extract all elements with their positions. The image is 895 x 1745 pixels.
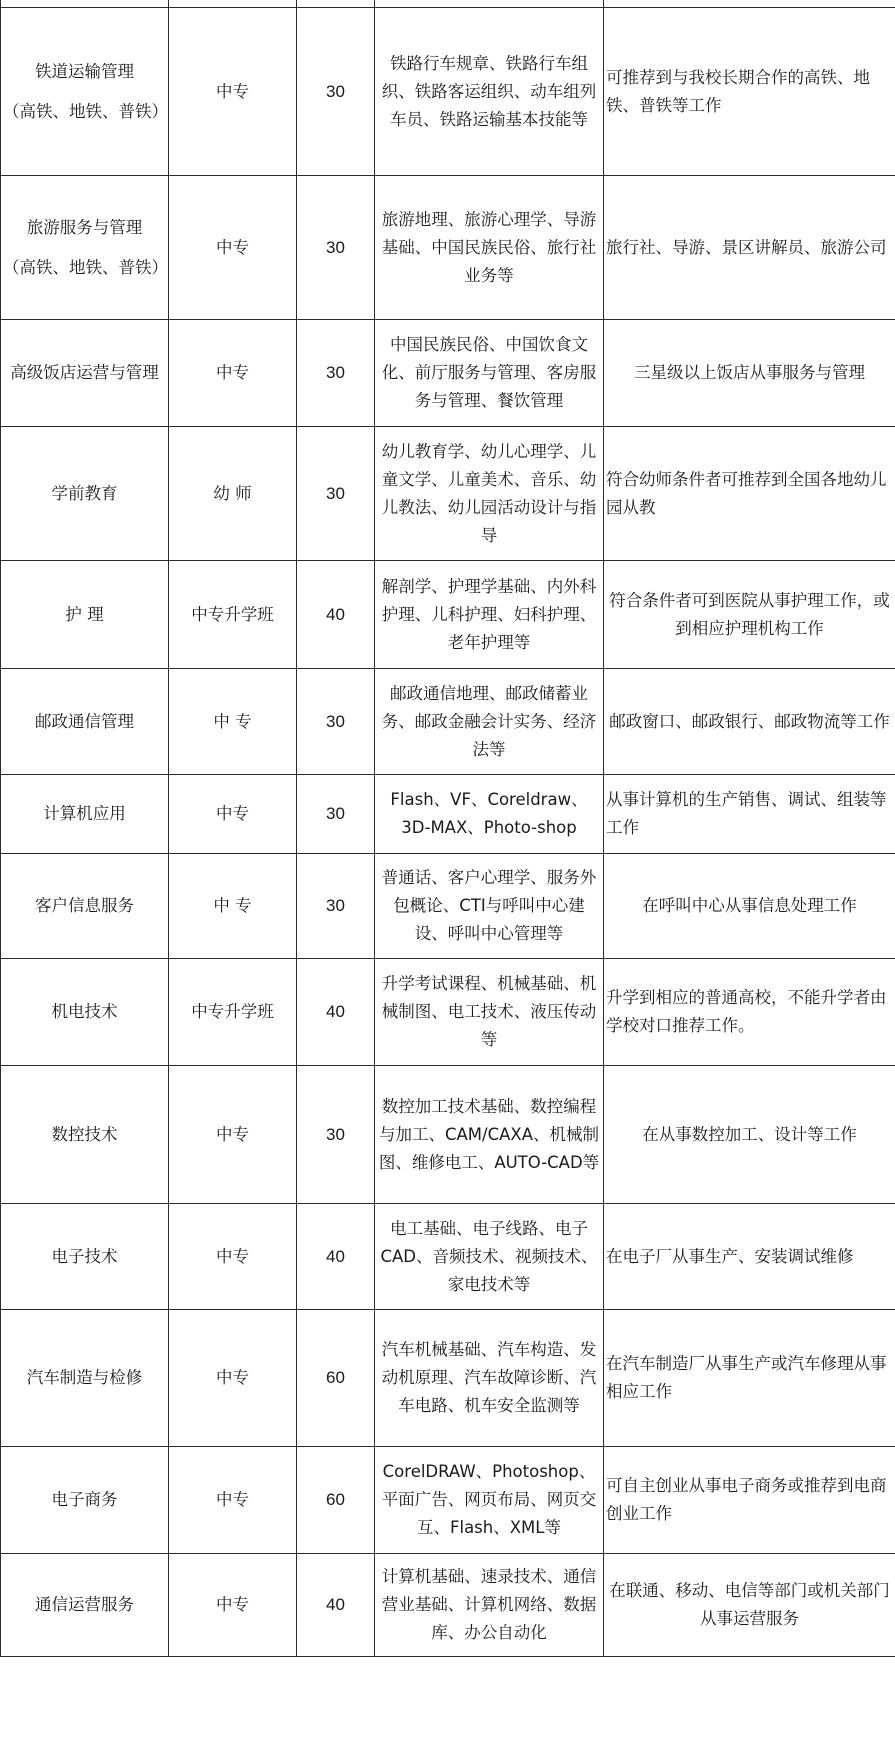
major-name-cell: 高级饭店运营与管理 [1,320,169,427]
courses-cell: 计算机基础、速录技术、通信营业基础、计算机网络、数据库、办公自动化 [375,1554,604,1657]
major-name: 旅游服务与管理 [26,217,143,237]
years-cell: 40 [297,1204,375,1310]
years-cell: 60 [297,1310,375,1447]
table-row [1,561,895,669]
table-row [1,427,895,561]
courses-cell: 铁路行车规章、铁路行车组织、铁路客运组织、动车组列车员、铁路运输基本技能等 [375,8,604,176]
level-cell: 中专 [169,1066,297,1204]
years-cell: 40 [297,1554,375,1657]
major-name-cell: 电子技术 [1,1204,169,1310]
jobs-cell: 在从事数控加工、设计等工作 [604,1066,895,1204]
major-name-cell: 数控技术 [1,1066,169,1204]
table-row [1,1066,895,1204]
jobs-cell: 符合条件者可到医院从事护理工作，或到相应护理机构工作 [604,561,895,669]
level-cell: 中 专 [169,669,297,775]
jobs-cell: 在汽车制造厂从事生产或汽车修理从事相应工作 [604,1310,895,1447]
years-cell: 40 [297,561,375,669]
jobs-cell: 可推荐到与我校长期合作的高铁、地铁、普铁等工作 [604,8,895,176]
courses-cell: 邮政通信地理、邮政储蓄业务、邮政金融会计实务、经济法等 [375,669,604,775]
major-name-cell: 电子商务 [1,1447,169,1554]
major-name-cell: 机电技术 [1,959,169,1066]
level-cell: 中 专 [169,854,297,959]
major-name: 铁道运输管理 [35,61,134,81]
level-cell: 中专 [169,1554,297,1657]
table-row [1,176,895,320]
courses-cell: 旅游地理、旅游心理学、导游基础、中国民族民俗、旅行社业务等 [375,176,604,320]
major-name-cell: 邮政通信管理 [1,669,169,775]
jobs-cell: 三星级以上饭店从事服务与管理 [604,320,895,427]
jobs-cell: 升学到相应的普通高校，不能升学者由学校对口推荐工作。 [604,959,895,1066]
years-cell: 30 [297,854,375,959]
major-name-cell: 通信运营服务 [1,1554,169,1657]
jobs-cell: 从事计算机的生产销售、调试、组装等工作 [604,775,895,854]
table-row [1,854,895,959]
level-cell: 中专 [169,1204,297,1310]
major-name-cell: 汽车制造与检修 [1,1310,169,1447]
major-name-cell: 学前教育 [1,427,169,561]
level-cell: 幼 师 [169,427,297,561]
years-cell: 30 [297,427,375,561]
table-row [1,1554,895,1657]
jobs-cell: 在联通、移动、电信等部门或机关部门从事运营服务 [604,1554,895,1657]
years-cell: 30 [297,320,375,427]
years-cell: 30 [297,775,375,854]
years-cell: 30 [297,669,375,775]
major-name-note: （高铁、地铁、普铁） [3,257,168,277]
courses-cell: 电工基础、电子线路、电子CAD、音频技术、视频技术、家电技术等 [375,1204,604,1310]
table-row [1,1447,895,1554]
courses-cell: 幼儿教育学、幼儿心理学、儿童文学、儿童美术、音乐、幼儿教法、幼儿园活动设计与指导 [375,427,604,561]
years-cell: 30 [297,176,375,320]
jobs-cell: 可自主创业从事电子商务或推荐到电商创业工作 [604,1447,895,1554]
table-row [1,775,895,854]
table-row [1,1310,895,1447]
jobs-cell: 符合幼师条件者可推荐到全国各地幼儿园从教 [604,427,895,561]
courses-cell: 升学考试课程、机械基础、机械制图、电工技术、液压传动等 [375,959,604,1066]
major-name-cell: 客户信息服务 [1,854,169,959]
level-cell: 中专 [169,8,297,176]
level-cell: 中专 [169,1447,297,1554]
major-name-cell: 计算机应用 [1,775,169,854]
level-cell: 中专 [169,320,297,427]
table-row-cutoff [1,0,895,8]
years-cell: 30 [297,8,375,176]
years-cell: 40 [297,959,375,1066]
years-cell: 30 [297,1066,375,1204]
courses-cell: 中国民族民俗、中国饮食文化、前厅服务与管理、客房服务与管理、餐饮管理 [375,320,604,427]
courses-cell: 解剖学、护理学基础、内外科护理、儿科护理、妇科护理、老年护理等 [375,561,604,669]
years-cell: 60 [297,1447,375,1554]
jobs-cell: 旅行社、导游、景区讲解员、旅游公司 [604,176,895,320]
major-name-cell [1,176,169,320]
major-name-cell: 护 理 [1,561,169,669]
table-row [1,1204,895,1310]
level-cell: 中专 [169,1310,297,1447]
level-cell: 中专 [169,775,297,854]
jobs-cell: 在电子厂从事生产、安装调试维修 [604,1204,895,1310]
table-row [1,320,895,427]
courses-cell: 数控加工技术基础、数控编程与加工、CAM/CAXA、机械制图、维修电工、AUTO-CAD等 [375,1066,604,1204]
major-name-note: （高铁、地铁、普铁） [3,101,168,121]
major-name-cell [1,8,169,176]
courses-cell: 普通话、客户心理学、服务外包概论、CTI与呼叫中心建设、呼叫中心管理等 [375,854,604,959]
jobs-cell: 在呼叫中心从事信息处理工作 [604,854,895,959]
table-row [1,8,895,176]
courses-cell: CorelDRAW、Photoshop、平面广告、网页布局、网页交互、Flash、XML等 [375,1447,604,1554]
jobs-cell: 邮政窗口、邮政银行、邮政物流等工作 [604,669,895,775]
level-cell: 中专 [169,176,297,320]
table-row [1,669,895,775]
courses-cell: 汽车机械基础、汽车构造、发动机原理、汽车故障诊断、汽车电路、机车安全监测等 [375,1310,604,1447]
level-cell: 中专升学班 [169,561,297,669]
table-row [1,959,895,1066]
courses-cell: Flash、VF、Coreldraw、3D-MAX、Photo-shop [375,775,604,854]
level-cell: 中专升学班 [169,959,297,1066]
